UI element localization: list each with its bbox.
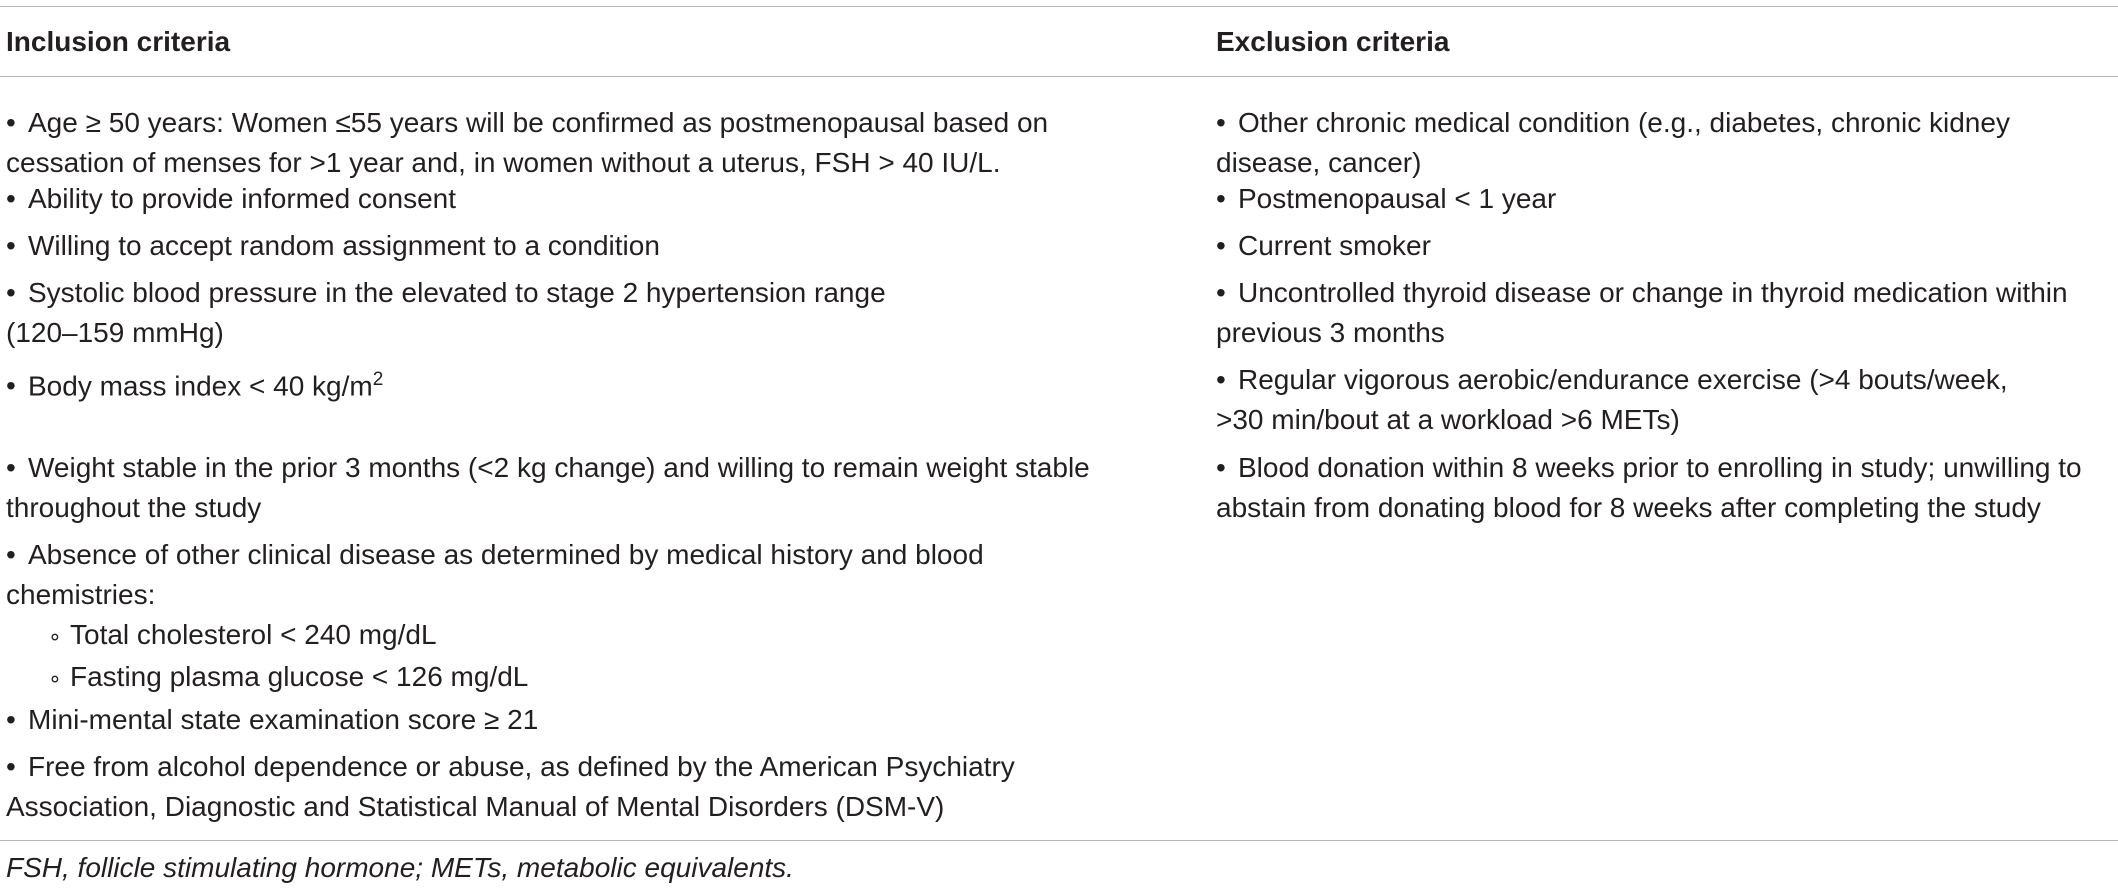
bullet-icon: • bbox=[6, 183, 16, 214]
inclusion-item-weight-stable bbox=[6, 448, 1186, 528]
inclusion-item-text: Free from alcohol dependence or abuse, as defined by the American Psychiatry bbox=[28, 751, 1015, 782]
inclusion-item-text: Ability to provide informed consent bbox=[28, 183, 456, 214]
exclusion-item-text: Postmenopausal < 1 year bbox=[1238, 183, 1557, 214]
inclusion-item-text: Absence of other clinical disease as determined by medical history and blood bbox=[28, 539, 984, 570]
table-bottom-rule bbox=[0, 840, 2118, 841]
exclusion-criteria-column bbox=[1216, 0, 2116, 891]
exclusion-item-postmenopausal bbox=[1216, 179, 2116, 219]
bullet-icon: • bbox=[1216, 277, 1226, 308]
bullet-icon: • bbox=[6, 230, 16, 261]
exclusion-item-text: Current smoker bbox=[1238, 230, 1431, 261]
inclusion-item-blood-pressure bbox=[6, 273, 1186, 353]
inclusion-item-text: Association, Diagnostic and Statistical Manual of Mental Disorders (DSM-V) bbox=[6, 791, 945, 822]
exclusion-item-text: >30 min/bout at a workload >6 METs) bbox=[1216, 404, 1680, 435]
exclusion-item-text: Regular vigorous aerobic/endurance exercise (>4 bouts/week, bbox=[1238, 364, 2008, 395]
sub-item-glucose: ∘ Fasting plasma glucose < 126 mg/dL bbox=[6, 657, 1186, 699]
exclusion-item-text: Blood donation within 8 weeks prior to enrolling in study; unwilling to bbox=[1238, 452, 2082, 483]
inclusion-item-text: Weight stable in the prior 3 months (<2 kg change) and willing to remain weight stable bbox=[28, 452, 1090, 483]
inclusion-item-text: (120–159 mmHg) bbox=[6, 317, 224, 348]
table-footnote: FSH, follicle stimulating hormone; METs, metabolic equivalents. bbox=[6, 852, 794, 883]
bullet-icon: • bbox=[1216, 183, 1226, 214]
inclusion-item-age bbox=[6, 103, 1186, 183]
exclusion-item-chronic-condition bbox=[1216, 103, 2116, 183]
exclusion-item-blood-donation bbox=[1216, 448, 2116, 528]
inclusion-item-bmi bbox=[6, 360, 1186, 406]
inclusion-item-clinical-disease bbox=[6, 535, 1186, 699]
inclusion-item-text: Willing to accept random assignment to a condition bbox=[28, 230, 660, 261]
bullet-icon: • bbox=[1216, 364, 1226, 395]
inclusion-item-alcohol bbox=[6, 747, 1186, 827]
bullet-icon: • bbox=[6, 370, 16, 402]
bullet-icon: • bbox=[6, 751, 16, 782]
inclusion-item-text: cessation of menses for >1 year and, in women without a uterus, FSH > 40 IU/L. bbox=[6, 147, 1001, 178]
sub-item-cholesterol: ∘ Total cholesterol < 240 mg/dL bbox=[6, 615, 1186, 657]
inclusion-item-text: Body mass index < 40 kg/m bbox=[28, 370, 373, 402]
inclusion-item-text: Mini-mental state examination score ≥ 21 bbox=[28, 704, 539, 735]
exclusion-item-thyroid bbox=[1216, 273, 2116, 353]
bullet-icon: • bbox=[1216, 107, 1226, 138]
exclusion-item-text: previous 3 months bbox=[1216, 317, 1445, 348]
circle-bullet-icon: ∘ bbox=[48, 666, 62, 691]
inclusion-item-random-assignment bbox=[6, 226, 1186, 266]
bullet-icon: • bbox=[6, 277, 16, 308]
inclusion-item-text: Systolic blood pressure in the elevated to stage 2 hypertension range bbox=[28, 277, 886, 308]
bullet-icon: • bbox=[1216, 230, 1226, 261]
inclusion-item-mmse bbox=[6, 700, 1186, 740]
bmi-unit-superscript: 2 bbox=[372, 369, 384, 390]
inclusion-item-text: throughout the study bbox=[6, 492, 262, 523]
exclusion-item-text: disease, cancer) bbox=[1216, 147, 1422, 178]
exclusion-item-smoker bbox=[1216, 226, 2116, 266]
inclusion-criteria-header: Inclusion criteria bbox=[6, 26, 231, 57]
exclusion-criteria-header: Exclusion criteria bbox=[1216, 26, 1450, 57]
bullet-icon: • bbox=[6, 107, 16, 138]
inclusion-item-consent bbox=[6, 179, 1186, 219]
bullet-icon: • bbox=[6, 452, 16, 483]
inclusion-item-text: Age ≥ 50 years: Women ≤55 years will be confirmed as postmenopausal based on bbox=[28, 107, 1049, 138]
exclusion-item-text: Other chronic medical condition (e.g., diabetes, chronic kidney bbox=[1238, 107, 2010, 138]
exclusion-item-exercise bbox=[1216, 360, 2116, 440]
bullet-icon: • bbox=[1216, 452, 1226, 483]
exclusion-item-text: abstain from donating blood for 8 weeks after completing the study bbox=[1216, 492, 2041, 523]
inclusion-criteria-column bbox=[6, 0, 1186, 891]
bullet-icon: • bbox=[6, 704, 16, 735]
inclusion-item-text: chemistries: bbox=[6, 579, 156, 610]
bullet-icon: • bbox=[6, 539, 16, 570]
exclusion-item-text: Uncontrolled thyroid disease or change in thyroid medication within bbox=[1238, 277, 2068, 308]
circle-bullet-icon: ∘ bbox=[48, 624, 62, 649]
